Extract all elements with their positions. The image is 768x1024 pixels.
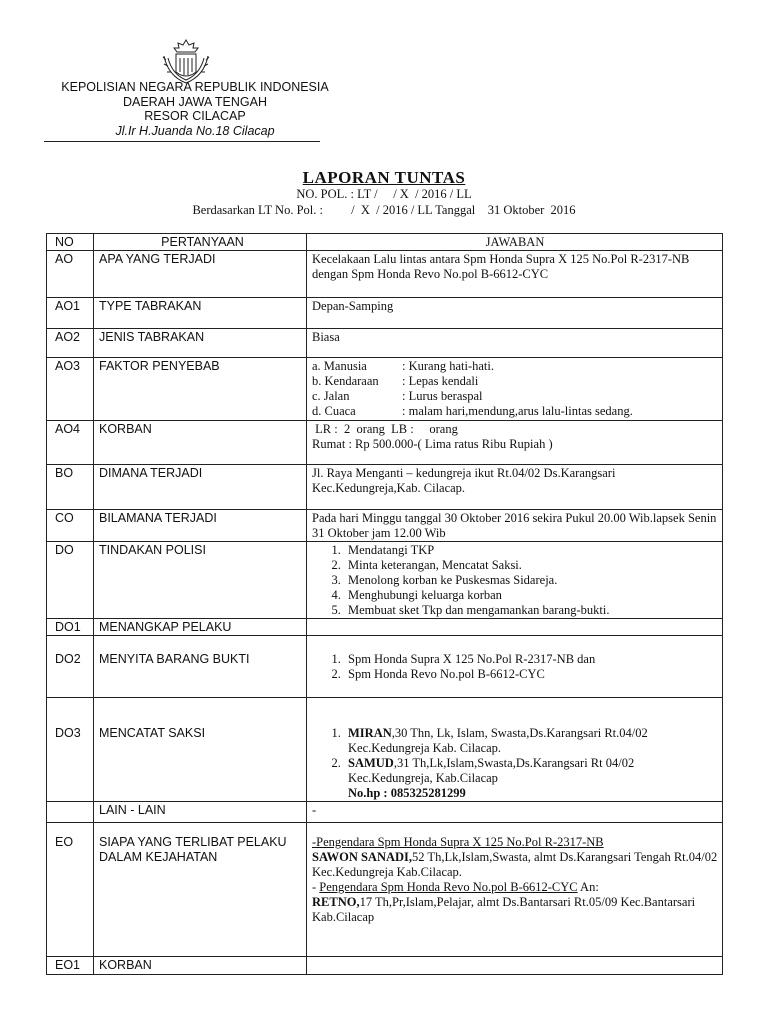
row-no: EO1 (47, 957, 94, 975)
table-header-row (47, 234, 723, 251)
row-question: TYPE TABRAKAN (94, 298, 307, 329)
table-row (47, 298, 723, 329)
factor-item: d. Cuaca : malam hari,mendung,arus lalu-lintas sedang. (312, 404, 633, 418)
table-row (47, 465, 723, 510)
list-item: 2. Minta keterangan, Mencatat Saksi. (344, 558, 718, 573)
row-answer (307, 542, 723, 619)
evidence-list (312, 652, 718, 682)
witness-list (312, 726, 718, 786)
row-answer (307, 823, 723, 957)
organization-header (40, 80, 350, 138)
row-no (47, 802, 94, 823)
header-question: PERTANYAAN (94, 234, 307, 251)
witness-details: ,30 Thn, Lk, Islam, Swasta,Ds.Karangsari Rt.04/02 Kec.Kedungreja Kab. Cilacap. (348, 726, 648, 755)
org-region: DAERAH JAWA TENGAH (122, 94, 267, 109)
report-reference: Berdasarkan LT No. Pol. : / X / 2016 / LL Tanggal 31 Oktober 2016 (192, 203, 576, 217)
material-loss: Rumat : Rp 500.000-( Lima ratus Ribu Rupiah ) (312, 437, 553, 451)
list-item: 2. Spm Honda Revo No.pol B-6612-CYC (344, 667, 718, 682)
row-question: TINDAKAN POLISI (94, 542, 307, 619)
row-answer: Biasa (307, 329, 723, 358)
org-name: KEPOLISIAN NEGARA REPUBLIK INDONESIA (61, 80, 329, 94)
police-emblem-logo (158, 36, 214, 86)
row-no: DO2 (47, 636, 94, 698)
party-2 (312, 895, 718, 925)
row-answer: Jl. Raya Menganti – kedungreja ikut Rt.04/02 Ds.Karangsari Kec.Kedungreja,Kab. Cilacap. (307, 465, 723, 510)
row-answer: Depan-Samping (307, 298, 723, 329)
police-action-list (312, 543, 718, 618)
party-2-vehicle: Pengendara Spm Honda Revo No.pol B-6612-CYC (319, 880, 578, 894)
list-item: 1. Mendatangi TKP (344, 543, 718, 558)
witness-name: SAMUD (348, 756, 394, 770)
party-1-name: SAWON SANADI, (312, 850, 413, 864)
row-question: MENANGKAP PELAKU (94, 619, 307, 636)
row-question: SIAPA YANG TERLIBAT PELAKU DALAM KEJAHATAN (94, 823, 307, 957)
witness-name: MIRAN (348, 726, 392, 740)
list-item: 4. Menghubungi keluarga korban (344, 588, 718, 603)
table-row (47, 636, 723, 698)
row-no: AO1 (47, 298, 94, 329)
row-answer: - (307, 802, 723, 823)
table-row (47, 542, 723, 619)
row-answer: Pada hari Minggu tanggal 30 Oktober 2016 sekira Pukul 20.00 Wib.lapsek Senin 31 Oktober jam 12.00 Wib (307, 510, 723, 542)
factor-item: c. Jalan : Lurus beraspal (312, 389, 483, 403)
row-question: JENIS TABRAKAN (94, 329, 307, 358)
table-row (47, 802, 723, 823)
party-2-vehicle-line: - Pengendara Spm Honda Revo No.pol B-6612-CYC An: (312, 880, 599, 894)
row-answer (307, 358, 723, 421)
row-answer (307, 957, 723, 975)
row-question: APA YANG TERJADI (94, 251, 307, 298)
row-no: AO4 (47, 421, 94, 465)
row-answer (307, 636, 723, 698)
table-row (47, 329, 723, 358)
party-2-name: RETNO, (312, 895, 360, 909)
factor-item: b. Kendaraan : Lepas kendali (312, 374, 479, 388)
party-2-details: 17 Th,Pr,Islam,Pelajar, almt Ds.Bantarsari Rt.05/09 Kec.Bantarsari Kab.Cilacap (312, 895, 696, 924)
table-row (47, 510, 723, 542)
row-question: KORBAN (94, 957, 307, 975)
header-answer: JAWABAN (307, 234, 723, 251)
report-title: LAPORAN TUNTAS (302, 168, 466, 187)
org-address: Jl.Ir H.Juanda No.18 Cilacap (115, 123, 275, 138)
party-1-vehicle: -Pengendara Spm Honda Supra X 125 No.Pol R-2317-NB (312, 835, 604, 849)
police-number: NO. POL. : LT / / X / 2016 / LL (296, 187, 472, 201)
factor-item: a. Manusia : Kurang hati-hati. (312, 359, 494, 373)
party-1-details: 52 Th,Lk,Islam,Swasta, almt Ds.Karangsari Tengah Rt.04/02 Kec.Kedungreja Kab.Cilacap. (312, 850, 718, 879)
list-item: 5. Membuat sket Tkp dan mengamankan barang-bukti. (344, 603, 718, 618)
row-question: MENYITA BARANG BUKTI (94, 636, 307, 698)
row-question: KORBAN (94, 421, 307, 465)
row-question: FAKTOR PENYEBAB (94, 358, 307, 421)
row-no: AO3 (47, 358, 94, 421)
header-no: NO (47, 234, 94, 251)
row-no: DO1 (47, 619, 94, 636)
victim-count: LR : 2 orang LB : orang (312, 422, 458, 436)
row-question: LAIN - LAIN (94, 802, 307, 823)
row-answer: Kecelakaan Lalu lintas antara Spm Honda Supra X 125 No.Pol R-2317-NB dengan Spm Honda Revo No.pol B-6612-CYC (307, 251, 723, 298)
row-question: DIMANA TERJADI (94, 465, 307, 510)
table-row (47, 251, 723, 298)
row-answer (307, 421, 723, 465)
table-row (47, 957, 723, 975)
table-row (47, 823, 723, 957)
row-no: CO (47, 510, 94, 542)
party-1 (312, 850, 718, 880)
report-table (46, 233, 723, 975)
table-row (47, 619, 723, 636)
witness-item (344, 726, 718, 756)
row-no: DO3 (47, 698, 94, 802)
row-answer (307, 619, 723, 636)
list-item: 3. Menolong korban ke Puskesmas Sidareja. (344, 573, 718, 588)
row-no: EO (47, 823, 94, 957)
row-answer (307, 698, 723, 802)
row-no: BO (47, 465, 94, 510)
row-question: BILAMANA TERJADI (94, 510, 307, 542)
list-item: 1. Spm Honda Supra X 125 No.Pol R-2317-NB dan (344, 652, 718, 667)
header-divider (44, 141, 320, 142)
witness-item (344, 756, 718, 786)
witness-phone: No.hp : 085325281299 (348, 786, 466, 800)
table-row (47, 358, 723, 421)
org-resort: RESOR CILACAP (144, 109, 246, 123)
table-row (47, 698, 723, 802)
row-no: DO (47, 542, 94, 619)
row-no: AO (47, 251, 94, 298)
witness-details: ,31 Th,Lk,Islam,Swasta,Ds.Karangsari Rt 04/02 Kec.Kedungreja, Kab.Cilacap (348, 756, 635, 785)
row-no: AO2 (47, 329, 94, 358)
table-row (47, 421, 723, 465)
row-question: MENCATAT SAKSI (94, 698, 307, 802)
